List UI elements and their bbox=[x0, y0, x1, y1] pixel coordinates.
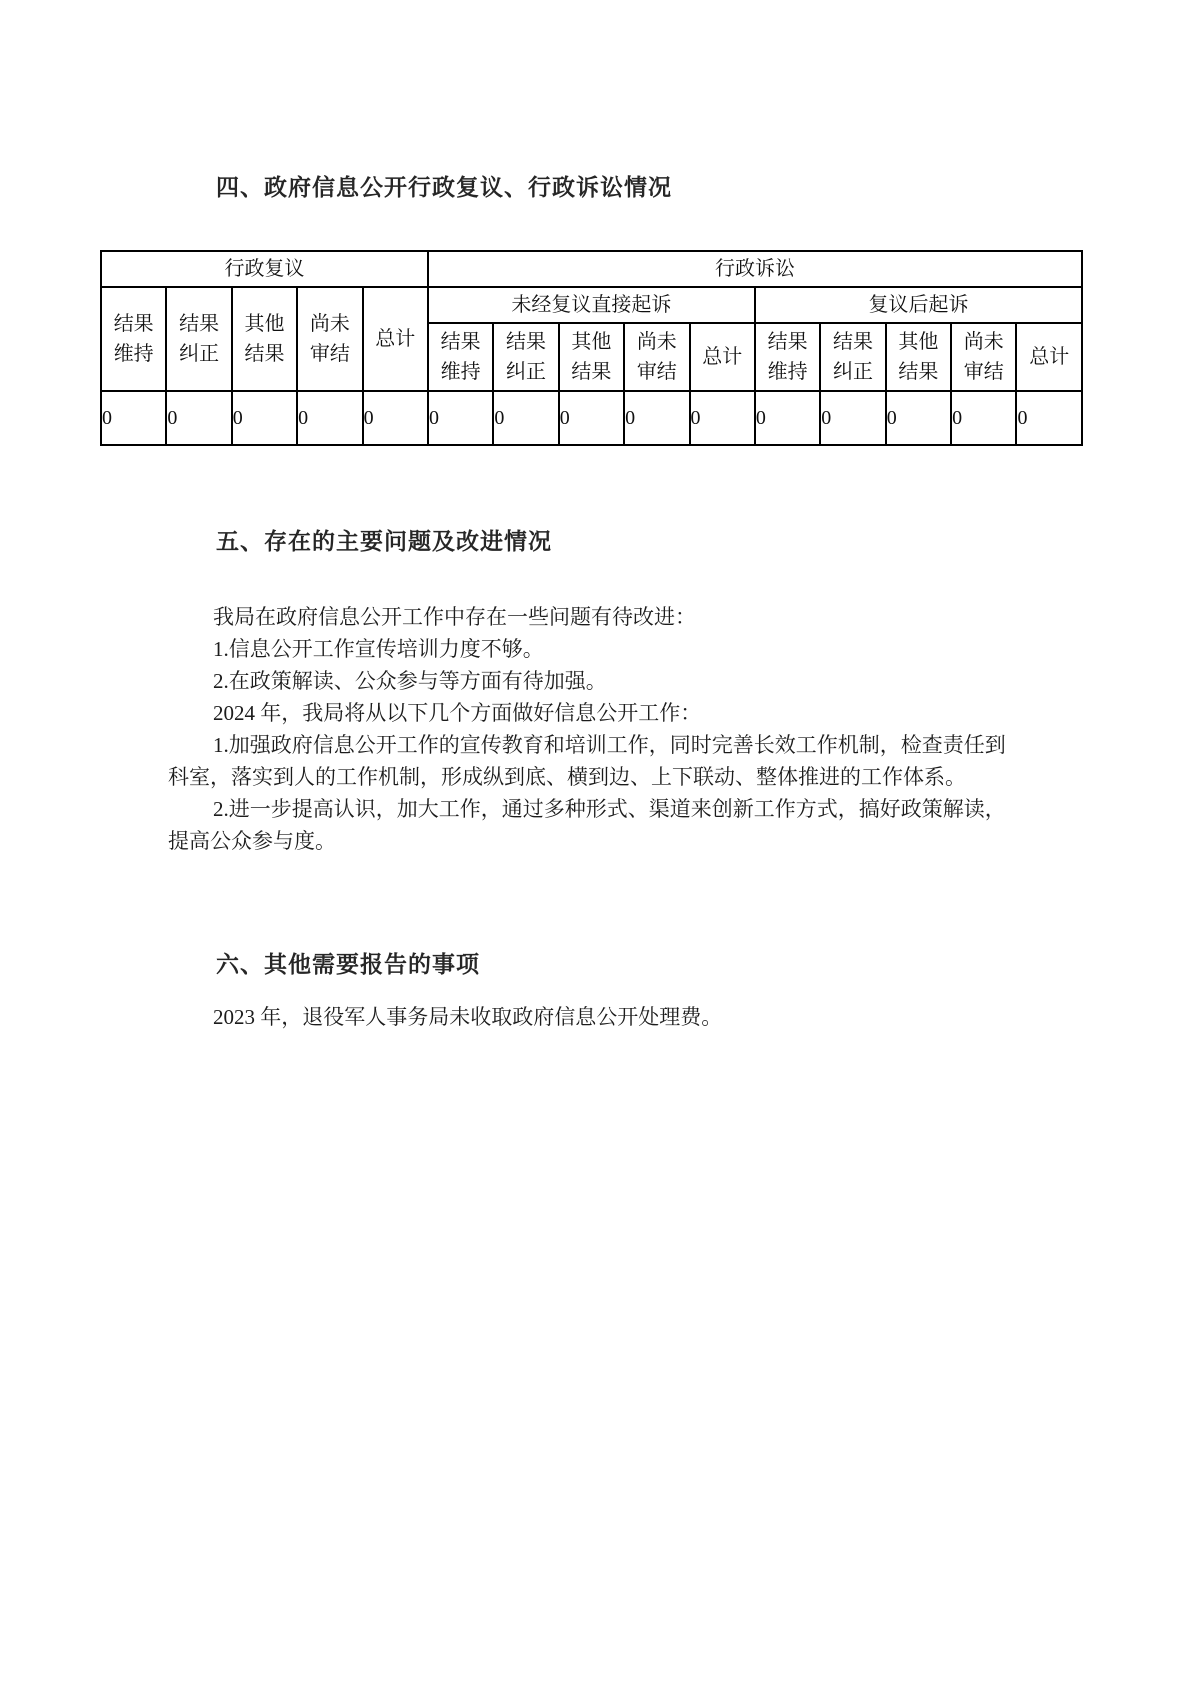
header-result-upheld: 结果维持 bbox=[428, 323, 493, 391]
header-result-upheld: 结果维持 bbox=[755, 323, 820, 391]
header-result-upheld: 结果维持 bbox=[101, 287, 166, 391]
table-cell: 0 bbox=[101, 391, 166, 445]
section6-body bbox=[168, 1001, 1098, 1033]
header-administrative-reconsideration: 行政复议 bbox=[101, 251, 428, 287]
section6-title: 六、其他需要报告的事项 bbox=[216, 952, 480, 977]
table-cell: 0 bbox=[493, 391, 558, 445]
header-other-result: 其他结果 bbox=[886, 323, 951, 391]
table-cell: 0 bbox=[755, 391, 820, 445]
header-other-result: 其他结果 bbox=[559, 323, 624, 391]
table-cell: 0 bbox=[1016, 391, 1082, 445]
section5-body bbox=[168, 601, 1098, 857]
table-cell: 0 bbox=[820, 391, 885, 445]
table-cell: 0 bbox=[886, 391, 951, 445]
header-pending: 尚未审结 bbox=[624, 323, 689, 391]
paragraph-line: 1.加强政府信息公开工作的宣传教育和培训工作，同时完善长效工作机制，检查责任到 bbox=[213, 733, 1006, 757]
table-cell: 0 bbox=[428, 391, 493, 445]
header-lawsuit-after-review: 复议后起诉 bbox=[755, 287, 1082, 323]
section5-title: 五、存在的主要问题及改进情况 bbox=[216, 529, 552, 554]
table-cell: 0 bbox=[363, 391, 428, 445]
table-cell: 0 bbox=[166, 391, 231, 445]
paragraph-line: 2024 年，我局将从以下几个方面做好信息公开工作： bbox=[213, 701, 702, 725]
paragraph-line: 我局在政府信息公开工作中存在一些问题有待改进： bbox=[213, 605, 696, 629]
header-pending: 尚未审结 bbox=[297, 287, 362, 391]
header-pending: 尚未审结 bbox=[951, 323, 1016, 391]
table-cell: 0 bbox=[690, 391, 755, 445]
section4-title: 四、政府信息公开行政复议、行政诉讼情况 bbox=[216, 175, 672, 200]
header-total: 总计 bbox=[1016, 323, 1082, 391]
table-cell: 0 bbox=[951, 391, 1016, 445]
paragraph-line: 提高公众参与度。 bbox=[168, 829, 336, 853]
header-total: 总计 bbox=[363, 287, 428, 391]
header-result-corrected: 结果纠正 bbox=[493, 323, 558, 391]
table-cell: 0 bbox=[624, 391, 689, 445]
review-litigation-table bbox=[100, 250, 1083, 446]
header-total: 总计 bbox=[690, 323, 755, 391]
header-direct-lawsuit: 未经复议直接起诉 bbox=[428, 287, 755, 323]
header-result-corrected: 结果纠正 bbox=[166, 287, 231, 391]
paragraph-line: 1.信息公开工作宣传培训力度不够。 bbox=[213, 637, 544, 661]
header-result-corrected: 结果纠正 bbox=[820, 323, 885, 391]
paragraph-line: 2.进一步提高认识，加大工作，通过多种形式、渠道来创新工作方式，搞好政策解读， bbox=[213, 797, 1006, 821]
table-cell: 0 bbox=[559, 391, 624, 445]
table-row bbox=[101, 251, 1082, 287]
table-cell: 0 bbox=[297, 391, 362, 445]
table-cell: 0 bbox=[232, 391, 297, 445]
header-other-result: 其他结果 bbox=[232, 287, 297, 391]
table-data-row bbox=[101, 391, 1082, 445]
paragraph-line: 科室，落实到人的工作机制，形成纵到底、横到边、上下联动、整体推进的工作体系。 bbox=[168, 765, 966, 789]
header-administrative-litigation: 行政诉讼 bbox=[428, 251, 1082, 287]
paragraph-line: 2.在政策解读、公众参与等方面有待加强。 bbox=[213, 669, 607, 693]
paragraph-line: 2023 年，退役军人事务局未收取政府信息公开处理费。 bbox=[213, 1005, 723, 1029]
table-row bbox=[101, 287, 1082, 323]
